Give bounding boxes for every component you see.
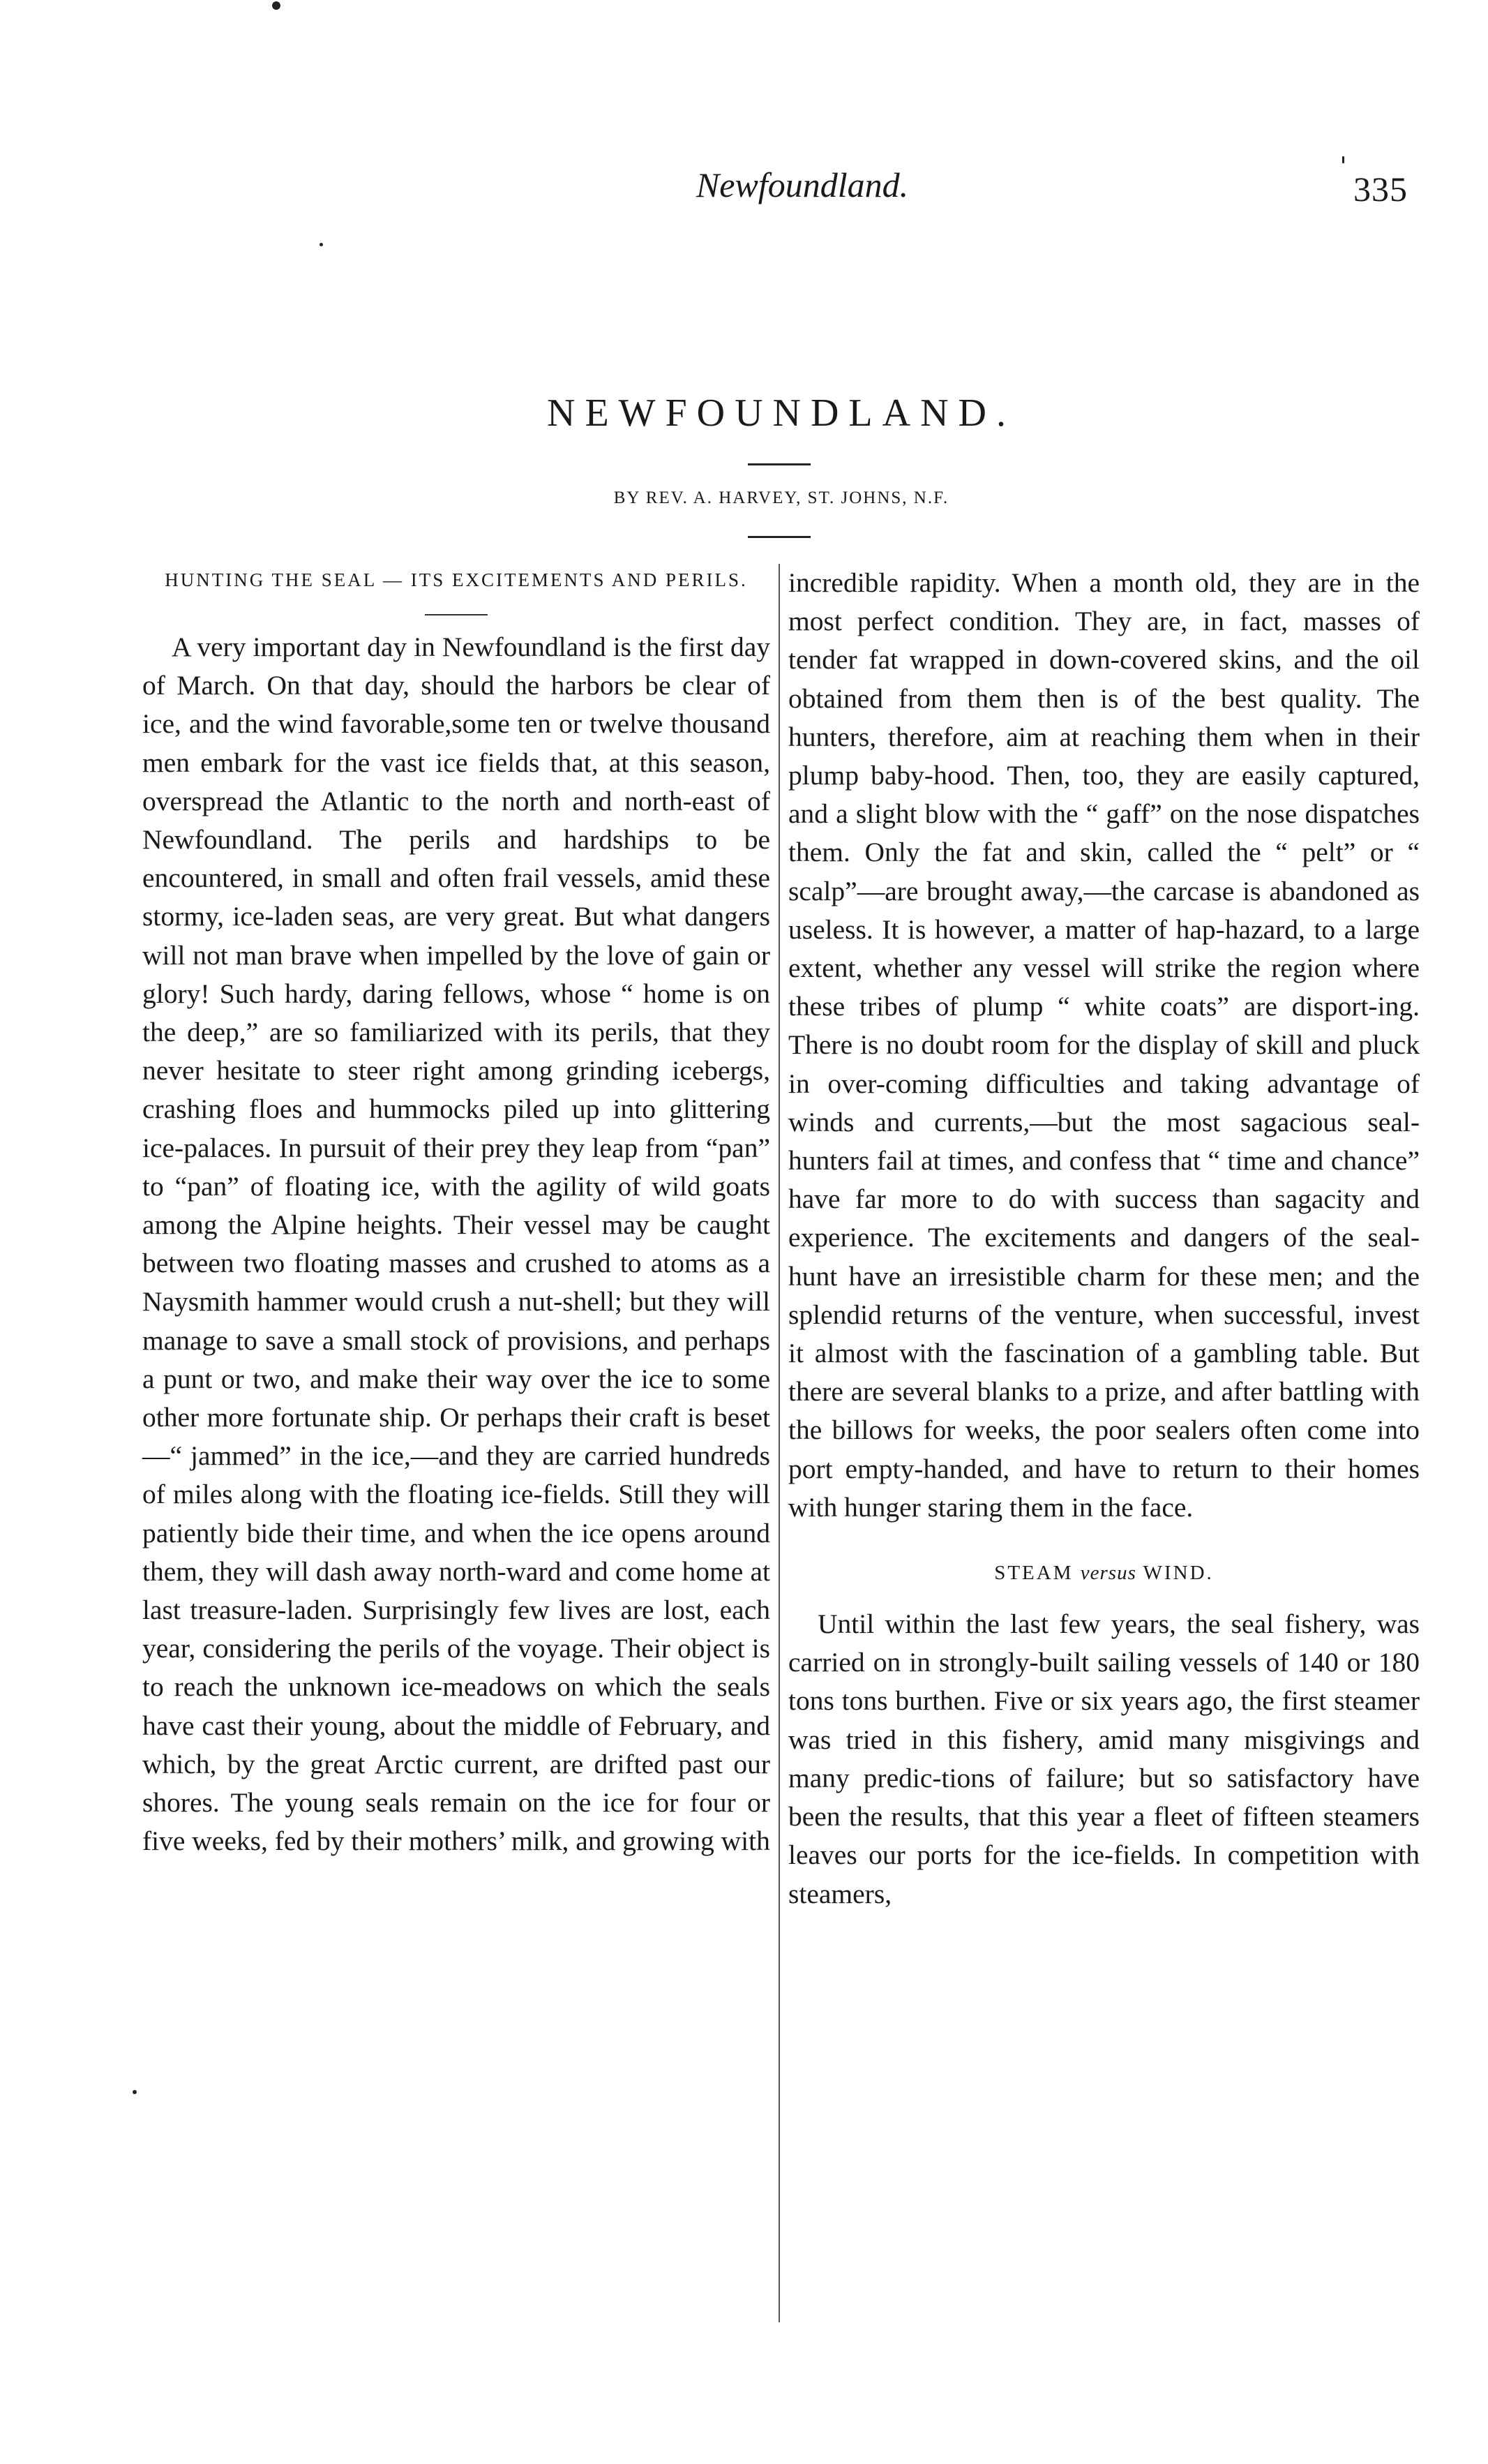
print-speck (272, 1, 280, 10)
print-speck (1342, 156, 1344, 163)
section-heading-steam-versus-wind (788, 1559, 1420, 1587)
running-header (0, 165, 1488, 227)
page-number: 335 (1353, 170, 1408, 209)
heading-word-steam: STEAM (994, 1562, 1074, 1585)
byline: BY REV. A. HARVEY, ST. JOHNS, N.F. (613, 488, 949, 507)
right-column (788, 564, 1420, 1913)
heading-word-wind: WIND. (1143, 1562, 1214, 1585)
left-column (142, 564, 770, 1861)
title-rule (748, 463, 811, 465)
heading-word-versus: versus (1080, 1562, 1136, 1585)
paragraph-steam-versus-wind: Until within the last few years, the seal fishery, was carried on in strongly-built sailing vessels of 140 or 180 tons tons burthen. Five or six years ago, the first steamer was tried in this fishery, amid many misgivings and many predic-tions of failure; but so satisfactory have been the results, that this year a fleet of fifteen steamers leaves our ports for the ice-fields. In competition with steamers, (788, 1608, 1420, 1909)
byline-rule (748, 536, 811, 538)
print-speck (133, 2090, 137, 2094)
section-heading-hunting-the-seal: HUNTING THE SEAL — ITS EXCITEMENTS AND PERILS. (165, 569, 748, 590)
column-divider (779, 564, 780, 2322)
article-title: NEWFOUNDLAND. (547, 391, 1016, 435)
paragraph-hunting-the-seal-continued: incredible rapidity. When a month old, they are in the most perfect condition. They are, in fact, masses of tender fat wrapped in down-covered skins, and the oil obtained from them then is of the best quality. The hunters, therefore, aim at reaching them when in their plump baby-hood. Then, too, they are easily captured, and a slight blow with the “ gaff” on the nose dispatches them. Only the fat and skin, called the “ pelt” or “ scalp”—are brought away,—the carcase is abandoned as useless. It is however, a matter of hap-hazard, to a large extent, whether any vessel will strike the region where these tribes of plump “ white coats” are disport-ing. There is no doubt room for the display of skill and pluck in over-coming difficulties and taking advantage of winds and currents,—but the most sagacious seal-hunters fail at times, and confess that “ time and chance” have far more to do with success than sagacity and experience. The excitements and dangers of the seal-hunt have an irresistible charm for these men; and the splendid returns of the venture, when successful, invest it almost with the fascination of a gambling table. But there are several blanks to a prize, and after battling with the billows for weeks, the poor sealers often come into port empty-handed, and have to return to their homes with hunger staring them in the face. (788, 567, 1420, 1523)
print-speck (320, 243, 323, 246)
running-title: Newfoundland. (696, 165, 909, 204)
section-rule (425, 614, 488, 615)
paragraph-hunting-the-seal: A very important day in Newfoundland is the first day of March. On that day, should the harbors be clear of ice, and the wind favorable,some ten or twelve thousand men embark for the vast ice fields that, at this season, overspread the Atlantic to the north and north-east of Newfoundland. The perils and hardships to be encountered, in small and often frail vessels, amid these stormy, ice-laden seas, are very great. But what dangers will not man brave when impelled by the love of gain or glory! Such hardy, daring fellows, whose “ home is on the deep,” are so familiarized with its perils, that they never hesitate to steer right among grinding icebergs, crashing floes and hummocks piled up into glittering ice-palaces. In pursuit of their prey they leap from “pan” to “pan” of floating ice, with the agility of wild goats among the Alpine heights. Their vessel may be caught between two floating masses and crushed to atoms as a Naysmith hammer would crush a nut-shell; but they will manage to save a small stock of provisions, and perhaps a punt or two, and make their way over the ice to some other more fortunate ship. Or perhaps their craft is beset—“ jammed” in the ice,—and they are carried hundreds of miles along with the floating ice-fields. Still they will patiently bide their time, and when the ice opens around them, they will dash away north-ward and come home at last treasure-laden. Surprisingly few lives are lost, each year, considering the perils of the voyage. Their object is to reach the unknown ice-meadows on which the seals have cast their young, about the middle of February, and which, by the great Arctic current, are drifted past our shores. The young seals remain on the ice for four or five weeks, fed by their mothers’ milk, and growing with (142, 632, 770, 1857)
